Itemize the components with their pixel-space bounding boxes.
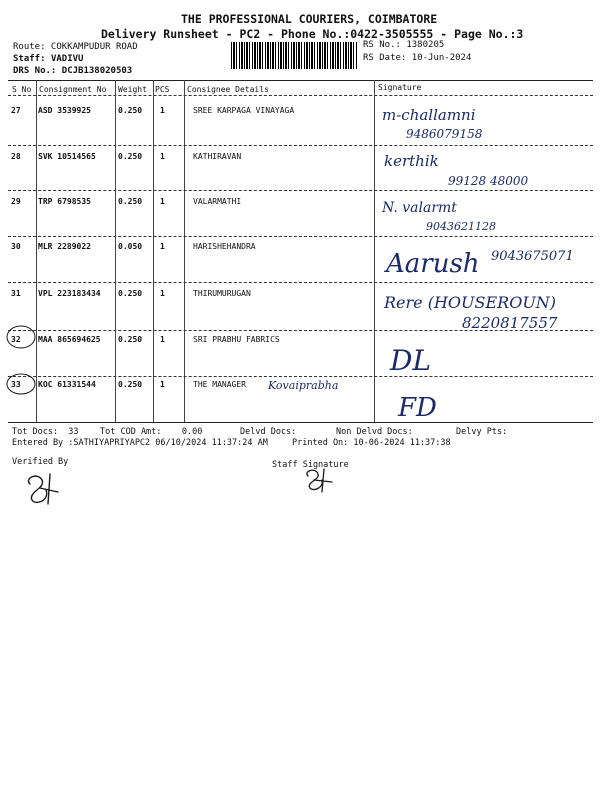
row-sno: 33 xyxy=(11,380,21,389)
row-consignee: THIRUMURUGAN xyxy=(193,289,251,298)
row-weight: 0.250 xyxy=(118,152,143,161)
non-delivered-docs: Non Delvd Docs: xyxy=(336,427,413,437)
row-pcs: 1 xyxy=(160,106,165,115)
circle-mark xyxy=(4,372,38,396)
column-divider xyxy=(115,80,116,422)
svg-text:DL: DL xyxy=(390,344,432,377)
staff-value: VADIVU xyxy=(50,54,84,64)
svg-text:Kovaiprabha: Kovaiprabha xyxy=(268,379,339,392)
row-consignee: SRI PRABHU FABRICS xyxy=(193,335,280,344)
table-bottom-rule xyxy=(8,422,593,423)
row-weight: 0.250 xyxy=(118,380,143,389)
table-top-rule xyxy=(8,80,593,81)
row-weight: 0.250 xyxy=(118,335,143,344)
handwritten-signature xyxy=(376,236,596,282)
delivery-points: Delvy Pts: xyxy=(456,427,508,437)
row-sno: 31 xyxy=(11,289,21,298)
row-consignee: VALARMATHI xyxy=(193,197,242,206)
printed-on: Printed On: 10-06-2024 11:37:38 xyxy=(292,438,451,448)
delivered-docs: Delvd Docs: xyxy=(240,427,297,437)
route-label: Route: COKKAMPUDUR ROAD xyxy=(13,42,138,52)
row-consignee: THE MANAGER xyxy=(193,380,246,389)
row-sno: 28 xyxy=(11,152,21,161)
drs-key: DRS No.: xyxy=(13,66,57,76)
svg-text:kerthik: kerthik xyxy=(384,152,439,170)
runsheet-heading: Delivery Runsheet - PC2 - Phone No.:0422-3505555 - Page No.:3 xyxy=(101,27,524,41)
row-consignment: MLR 2289022 xyxy=(38,242,91,251)
row-consignment: SVK 10514565 xyxy=(38,152,96,161)
handwritten-signature xyxy=(376,100,591,145)
column-divider xyxy=(184,80,185,422)
svg-text:9043675071: 9043675071 xyxy=(491,249,574,264)
handwritten-signature xyxy=(376,192,591,236)
row-pcs: 1 xyxy=(160,152,165,161)
staff-signature xyxy=(300,466,340,494)
svg-text:Aarush: Aarush xyxy=(386,249,480,279)
svg-text:9043621128: 9043621128 xyxy=(426,220,496,233)
row-pcs: 1 xyxy=(160,242,165,251)
svg-text:9486079158: 9486079158 xyxy=(406,127,483,141)
verified-by-label: Verified By xyxy=(12,457,69,467)
row-sno: 27 xyxy=(11,106,21,115)
handwritten-signature xyxy=(376,384,476,424)
row-divider xyxy=(8,190,593,191)
entered-by: Entered By :SATHIYAPRIYAPC2 06/10/2024 11:37:24 AM xyxy=(12,438,268,448)
row-consignment: VPL 223183434 xyxy=(38,289,101,298)
drs-label xyxy=(13,66,132,76)
handwritten-signature xyxy=(376,282,596,332)
column-divider xyxy=(36,80,37,422)
row-pcs: 1 xyxy=(160,380,165,389)
row-pcs: 1 xyxy=(160,197,165,206)
verifier-signature xyxy=(20,470,65,508)
staff-label xyxy=(13,54,83,64)
svg-text:Rere (HOUSEROUN): Rere (HOUSEROUN) xyxy=(384,293,557,312)
svg-text:N. valarmt: N. valarmt xyxy=(382,200,457,216)
row-pcs: 1 xyxy=(160,289,165,298)
row-consignment: KOC 61331544 xyxy=(38,380,96,389)
row-weight: 0.250 xyxy=(118,289,143,298)
row-sno: 32 xyxy=(11,335,21,344)
total-cod-amount: Tot COD Amt: 0.00 xyxy=(100,427,203,437)
svg-text:FD: FD xyxy=(398,393,437,423)
drs-value: DCJB138020503 xyxy=(61,66,133,76)
col-header-signature: Signature xyxy=(378,83,422,92)
table-header-rule xyxy=(8,95,593,96)
row-consignment: TRP 6798535 xyxy=(38,197,91,206)
row-consignment: ASD 3539925 xyxy=(38,106,91,115)
row-consignee: KATHIRAVAN xyxy=(193,152,242,161)
handwritten-signature xyxy=(376,334,476,378)
col-header-consignee: Consignee Details xyxy=(187,85,269,94)
barcode xyxy=(231,42,358,69)
column-divider xyxy=(153,80,154,422)
company-title: THE PROFESSIONAL COURIERS, COIMBATORE xyxy=(181,12,438,26)
row-sno: 30 xyxy=(11,242,21,251)
handwritten-note xyxy=(266,375,371,395)
row-weight: 0.050 xyxy=(118,242,143,251)
row-weight: 0.250 xyxy=(118,106,143,115)
row-consignment: MAA 865694625 xyxy=(38,335,101,344)
row-consignee: HARISHEHANDRA xyxy=(193,242,256,251)
svg-text:99128 48000: 99128 48000 xyxy=(448,174,529,188)
col-header-sno: S No xyxy=(12,85,32,94)
col-header-consignment: Consignment No xyxy=(39,85,107,94)
row-weight: 0.250 xyxy=(118,197,143,206)
svg-text:m-challamni: m-challamni xyxy=(382,106,476,124)
row-pcs: 1 xyxy=(160,335,165,344)
rs-number: RS No.: 1380205 xyxy=(363,40,445,50)
rs-date: RS Date: 10-Jun-2024 xyxy=(363,53,472,63)
handwritten-signature xyxy=(376,146,591,190)
staff-signature-label: Staff Signature xyxy=(272,460,349,470)
row-consignee: SREE KARPAGA VINAYAGA xyxy=(193,106,295,115)
circle-mark xyxy=(4,323,38,351)
row-sno: 29 xyxy=(11,197,21,206)
col-header-pcs: PCS xyxy=(155,85,170,94)
svg-text:8220817557: 8220817557 xyxy=(462,314,558,332)
col-header-weight: Weight xyxy=(118,85,147,94)
column-divider xyxy=(374,80,375,422)
total-docs: Tot Docs: 33 xyxy=(12,427,79,437)
row-divider xyxy=(8,330,593,331)
staff-key: Staff: xyxy=(13,54,46,64)
